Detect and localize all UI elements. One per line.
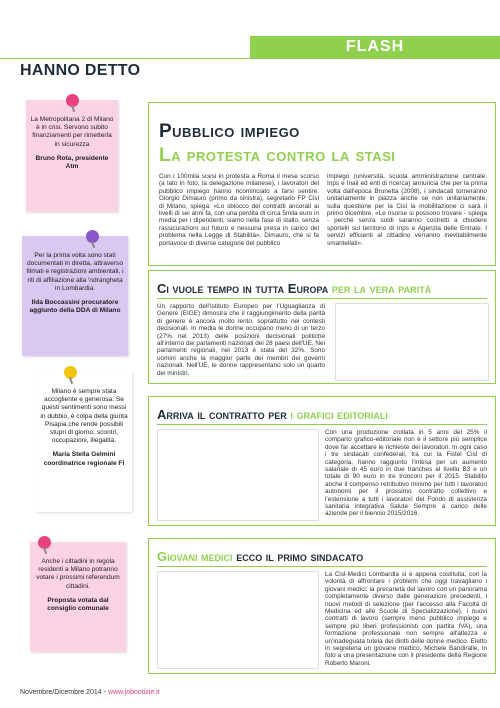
pushpin-icon <box>86 230 99 243</box>
article-title: Pubblico impiego <box>159 121 300 142</box>
title-part: Ci vuole tempo in tutta Europa <box>157 281 329 296</box>
article-giovani-medici <box>148 538 496 674</box>
quote-note-4 <box>30 542 126 652</box>
quote-note-1 <box>26 100 118 212</box>
article-photo <box>335 303 489 381</box>
title-highlight: per la vera parità <box>331 281 432 296</box>
quote-text: Anche i cittadini in regola residenti a Milano potranno votare i prossimi referendum cittadini. <box>36 558 120 590</box>
title-rule <box>157 298 487 299</box>
title-part: ecco il primo sindacato <box>236 549 364 564</box>
section-title: HANNO DETTO <box>20 62 141 79</box>
article-column-2: impiego (università, scuola amministrazione centrale, Inps e Inail ed enti di ricerca) annuncia che per la prima volta dall'epoca Brunetta (2008), i sindacati torneranno unitariamente in piazza anche se non unitariamente, sulla questione per la Cisl la mobilitazione ci sarà il primo dicembre. «Le risorse si possono trovare - spiega - perché senza soldi saranno costretti a chiudere sportelli sul territorio di Inps e Agenzia delle Entrate. I servizi efficienti al cittadino verranno inevitabilmente smantellati». <box>327 173 487 247</box>
pushpin-icon <box>66 94 79 107</box>
quote-note-2 <box>22 236 128 356</box>
quote-text: Per la prima volta sono stati documentati in diretta, attraverso filmati e registrazioni ambientali, i riti di affiliazione alla 'ndrangheta in Lombardia. <box>26 252 124 292</box>
title-highlight: i grafici editoriali <box>290 407 388 422</box>
quote-author: Bruno Rota, presidente Atm <box>35 154 109 171</box>
quote-author: Maria Stella Gelmini coordinatrice regionale FI <box>43 451 125 467</box>
article-title <box>157 281 431 296</box>
article-grafici <box>148 396 496 526</box>
footer-url[interactable]: www.jobnotizie.it <box>107 689 160 696</box>
quote-author: Proposta votata dal consiglio comunale <box>47 596 109 613</box>
article-parita <box>148 270 496 384</box>
article-body: La Cisl-Medici Lombardia si è appena costituita, con la volontà di affrontare i problemi che oggi travagliano i giovani medici: la precarietà del lavoro con un panorama completamente diverso dalle generazioni precedenti, i nuovi metodi di selezione (per l'accesso alla Facoltà di Medicina ed alle Scuole di Specializzazione), i nuovi contratti di lavoro (sempre meno pubblico impiego e sempre più liberi professionisti con partita IVA), una formazione professionale non sempre all'altezza e un'inadeguata tutela dei diritti delle donne medico. Eletto in segreteria un giovane medico, Michele Bandiralle, in foto a una presentazione con il presidente della Regione Roberto Maroni. <box>325 571 487 667</box>
article-pubblico-impiego <box>148 102 496 266</box>
pushpin-icon <box>64 366 77 379</box>
article-photo <box>157 571 319 669</box>
flash-banner: FLASH <box>250 36 500 58</box>
article-title <box>157 407 388 422</box>
article-title <box>157 549 363 564</box>
title-rule <box>157 424 487 425</box>
title-highlight: Giovani medici <box>157 549 233 564</box>
article-column-1: Con i 100mila scesi in protesta a Roma il mese scorso (a lato in foto, la delegazione milanese), i lavoratori del pubblico impiego hanno ricominciato a farsi sentire. Giorgio Dimauro (primo da sinistra), segretario FP Cisl di Milano, spiega: «Lo sblocco dei contratti ancorati ai livelli di sei anni fa, con una perdita di circa 5mila euro in media per i dipendenti, siamo nella fase di stallo, senza rassicurazioni sul futuro e nessuna presa in carico del problema nella Legge di Stabilità». Dimauro, che si fa portavoce di diverse categorie del pubblico <box>159 173 319 247</box>
page-footer <box>20 689 160 696</box>
article-subtitle: La protesta contro la stasi <box>159 145 396 166</box>
article-photo <box>157 429 319 521</box>
footer-issue: Novembre/Dicembre 2014 - <box>20 689 108 696</box>
pushpin-icon <box>38 536 51 549</box>
quote-text: La Metropolitana 2 di Milano è in crisi. Servono subito finanziamenti per rimetterla in sicurezza <box>30 116 114 148</box>
quote-author: Ilda Boccassini procuratore aggiunto della DDA di Milano <box>29 299 121 315</box>
quote-note-3 <box>36 372 132 512</box>
quote-text: Milano è sempre stata accogliente e generosa. Se questi sentimenti sono messi in dubbio, è colpa della giunta Pisapia che rende possibili stupri di giorno, scontri, occupazioni, illegalità. <box>40 388 128 445</box>
article-body: Con una produzione crollata in 5 anni del 25% il comparto grafico-editoriale non è il settore più semplice dove far accettare le richieste dei lavoratori. In ogni caso i tre sindacati confederali, tra cui la Fistel Cisl di categoria, hanno raggiunto l'intesa per un aumento salariale di 45 euro in due tranches al livello B3 e un totale di 90 euro in tre tronconi per il 2015. Stabilito anche il compenso retributivo minimo per tutti i lavoratori autonomi per il prossimo contratto collettivo e l'estensione a tutti i lavoratori del Fondo di assistenza sanitaria integrativa Salute Sempre a carico delle aziende per il biennio 2015/2016. <box>325 429 487 518</box>
article-body: Un rapporto dell'Istituto Europeo per l'Uguaglianza di Genere (EIGE) dimostra che il raggiungimento della parità di genere è ancora molto lento, soprattutto nei contesti decisionali. In media le donne occupano meno di un terzo (27% nel 2013) delle posizioni decisionali politiche all'interno dei parlamenti nazionali dei 28 paesi dell'UE. Nei parlamenti regionali, nel 2013 è stata del 32%. Sono uomini anche la maggior parte dei membri dei governi nazionali. Nell'UE, le donne rappresentano solo un quarto dei ministri. <box>157 303 325 377</box>
header-rule <box>0 58 500 59</box>
title-part: Arriva il contratto per <box>157 407 287 422</box>
title-rule <box>157 566 487 567</box>
